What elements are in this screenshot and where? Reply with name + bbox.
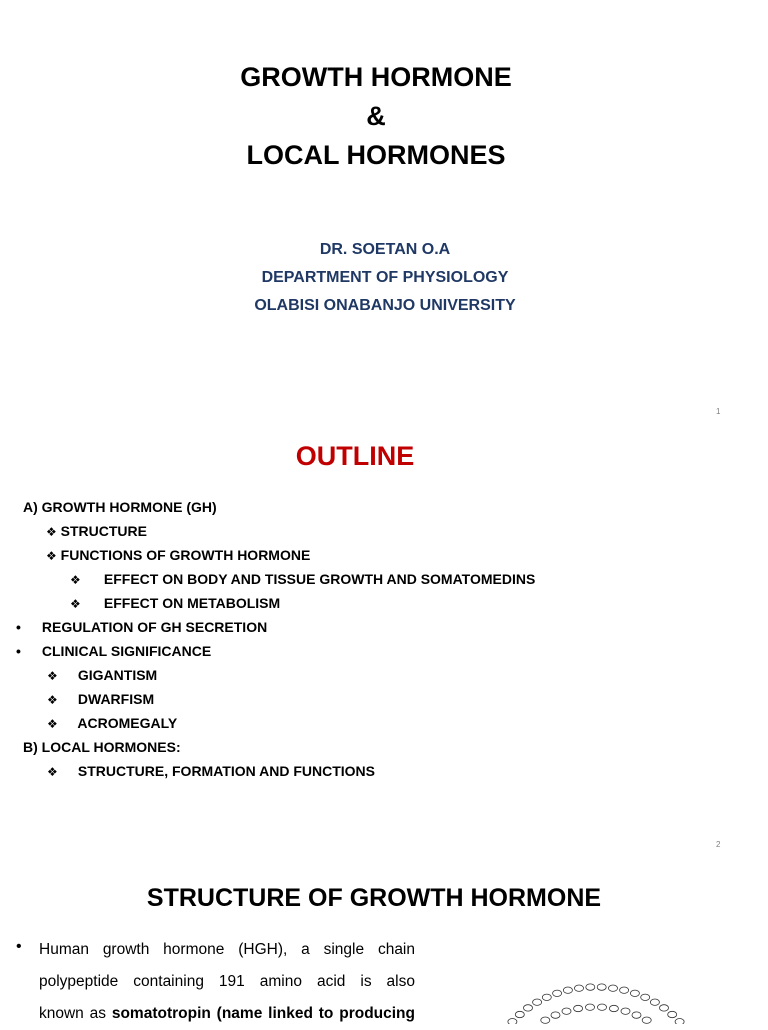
outline-item <box>47 667 157 683</box>
amino-acid-bead <box>641 994 650 1000</box>
outline-item-text: STRUCTURE <box>60 523 147 539</box>
diamond-bullet-icon: ❖ <box>47 669 58 683</box>
amino-acid-bead <box>620 987 629 993</box>
outline-item-text: EFFECT ON METABOLISM <box>103 595 281 611</box>
diamond-bullet-icon: ❖ <box>47 693 58 707</box>
title-line-3: LOCAL HORMONES <box>246 140 506 170</box>
amino-acid-bead <box>515 1011 524 1017</box>
outline-item-text: REGULATION OF GH SECRETION <box>41 619 268 635</box>
amino-acid-bead <box>551 1012 560 1018</box>
amino-acid-bead <box>642 1017 651 1023</box>
diamond-bullet-icon: ❖ <box>70 573 81 587</box>
outline-item <box>16 619 267 635</box>
amino-acid-bead <box>586 984 595 990</box>
diamond-bullet-icon: ❖ <box>46 549 57 563</box>
author-department: DEPARTMENT OF PHYSIOLOGY <box>261 269 509 286</box>
hgh-amino-acid-chain-diagram <box>478 975 718 1024</box>
outline-item-text: CLINICAL SIGNIFICANCE <box>41 643 212 659</box>
outline-title: OUTLINE <box>295 441 415 471</box>
outline-item-text: STRUCTURE, FORMATION AND FUNCTIONS <box>77 763 375 779</box>
outline-item-text: GIGANTISM <box>77 667 158 683</box>
diamond-bullet-icon: ❖ <box>47 765 58 779</box>
outline-item-text: EFFECT ON BODY AND TISSUE GROWTH AND SOMATOMEDINS <box>103 571 536 587</box>
amino-acid-bead <box>574 1005 583 1011</box>
amino-acid-bead <box>609 1005 618 1011</box>
body-line: polypeptide containing 191 amino acid is also <box>39 973 415 990</box>
bullet-dot-icon: • <box>16 938 22 955</box>
amino-acid-bead <box>562 1008 571 1014</box>
amino-acid-bead <box>508 1019 517 1025</box>
outline-item <box>23 499 217 515</box>
outline-item <box>23 739 181 755</box>
outline-item <box>46 523 147 539</box>
outline-item-text: ACROMEGALY <box>77 715 178 731</box>
amino-acid-bead <box>621 1008 630 1014</box>
amino-acid-bead <box>597 984 606 990</box>
author-university: OLABISI ONABANJO UNIVERSITY <box>254 297 516 314</box>
bullet-dot-icon: • <box>16 643 21 659</box>
amino-acid-bead <box>668 1011 677 1017</box>
amino-acid-bead <box>533 999 542 1005</box>
amino-acid-bead <box>575 985 584 991</box>
body-line-3 <box>39 998 415 1030</box>
outline-item-text: DWARFISM <box>77 691 155 707</box>
amino-acid-bead <box>650 999 659 1005</box>
bullet-dot-icon: • <box>16 619 21 635</box>
outline-item <box>47 763 375 779</box>
outline-item <box>46 547 310 563</box>
amino-acid-bead <box>541 1017 550 1023</box>
slide3-body <box>39 934 415 1030</box>
amino-acid-bead <box>598 1004 607 1010</box>
body-line-3-prefix: known as <box>39 1005 112 1022</box>
body-line: Human growth hormone (HGH), a single chain <box>39 941 415 958</box>
amino-acid-bead <box>553 990 562 996</box>
amino-acid-bead <box>586 1004 595 1010</box>
amino-acid-bead <box>660 1005 669 1011</box>
amino-acid-bead <box>524 1005 533 1011</box>
diamond-bullet-icon: ❖ <box>47 717 58 731</box>
diamond-bullet-icon: ❖ <box>70 597 81 611</box>
outline-item-text: B) LOCAL HORMONES: <box>23 739 181 755</box>
outline-item-text: FUNCTIONS OF GROWTH HORMONE <box>60 547 311 563</box>
amino-acid-bead <box>542 994 551 1000</box>
somatotropin-term: somatotropin (name linked to producing <box>111 1005 415 1022</box>
title-line-1: GROWTH HORMONE <box>240 62 512 92</box>
title-line-2: & <box>366 101 386 131</box>
outline-item <box>47 691 154 707</box>
outline-item <box>70 595 280 611</box>
slide3-title: STRUCTURE OF GROWTH HORMONE <box>146 884 602 912</box>
outline-item <box>16 643 211 659</box>
amino-acid-bead <box>632 1012 641 1018</box>
outline-item <box>70 571 535 587</box>
amino-acid-bead <box>609 985 618 991</box>
slide-number-2: 2 <box>716 840 721 849</box>
author-name: DR. SOETAN O.A <box>319 241 451 258</box>
amino-acid-bead <box>675 1019 684 1025</box>
outline-item <box>47 715 177 731</box>
diamond-bullet-icon: ❖ <box>46 525 57 539</box>
amino-acid-bead <box>630 990 639 996</box>
amino-acid-bead <box>563 987 572 993</box>
outline-item-text: A) GROWTH HORMONE (GH) <box>23 499 217 515</box>
slide-number-1: 1 <box>716 407 721 416</box>
